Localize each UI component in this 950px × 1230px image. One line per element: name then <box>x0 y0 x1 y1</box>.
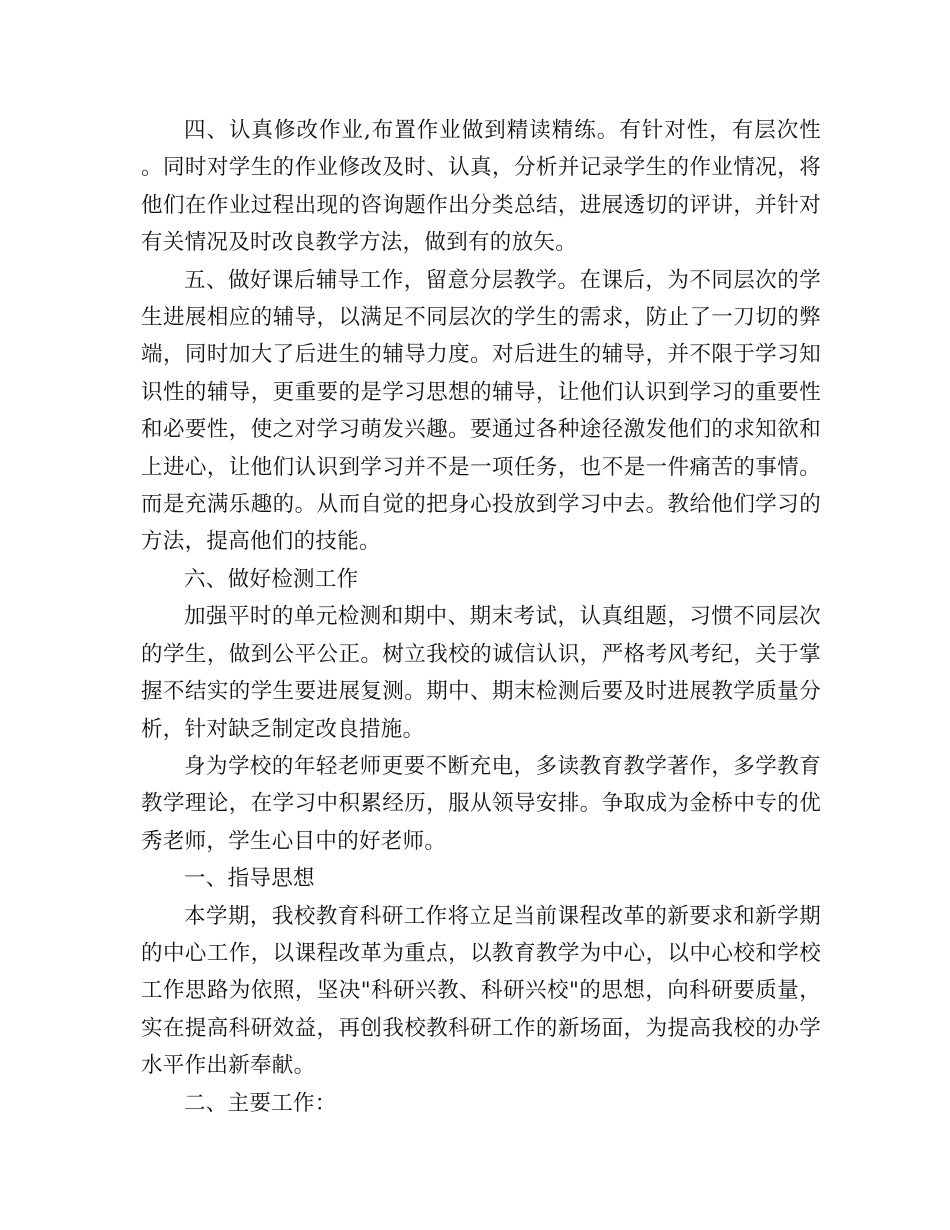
paragraph-young-teacher: 身为学校的年轻老师更要不断充电，多读教育教学著作，多学教育教学理论，在学习中积累经历，服从领导安排。争取成为金桥中专的优秀老师，学生心目中的好老师。 <box>141 753 821 854</box>
paragraph-homework: 四、认真修改作业,布置作业做到精读精练。有针对性，有层次性。同时对学生的作业修改及时、认真，分析并记录学生的作业情况，将他们在作业过程出现的咨询题作出分类总结，进展透切的评讲，并针对有关情况及时改良教学方法，做到有的放矢。 <box>141 118 821 256</box>
document-body <box>141 112 821 1122</box>
paragraph-guiding-thought: 本学期，我校教育科研工作将立足当前课程改革的新要求和新学期的中心工作，以课程改革为重点，以教育教学为中心，以中心校和学校工作思路为依照，坚决"科研兴教、科研兴校"的思想，向科研要质量，实在提高科研效益，再创我校教科研工作的新场面，为提高我校的办学水平作出新奉献。 <box>141 903 821 1079</box>
heading-guiding-thought: 一、指导思想 <box>184 866 315 892</box>
paragraph-testing: 加强平时的单元检测和期中、期末考试，认真组题，习惯不同层次的学生，做到公平公正。树立我校的诚信认识，严格考风考纪，关于掌握不结实的学生要进展复测。期中、期末检测后要及时进展教学质量分析，针对缺乏制定改良措施。 <box>141 604 821 742</box>
paragraph-tutoring: 五、做好课后辅导工作，留意分层教学。在课后，为不同层次的学生进展相应的辅导，以满足不同层次的学生的需求，防止了一刀切的弊端，同时加大了后进生的辅导力度。对后进生的辅导，并不限于学习知识性的辅导，更重要的是学习思想的辅导，让他们认识到学习的重要性和必要性，使之对学习萌发兴趣。要通过各种途径激发他们的求知欲和上进心，让他们认识到学习并不是一项任务，也不是一件痛苦的事情。而是充满乐趣的。从而自觉的把身心投放到学习中去。教给他们学习的方法，提高他们的技能。 <box>141 267 821 555</box>
heading-main-work: 二、主要工作： <box>184 1090 337 1116</box>
heading-testing: 六、做好检测工作 <box>184 566 359 592</box>
